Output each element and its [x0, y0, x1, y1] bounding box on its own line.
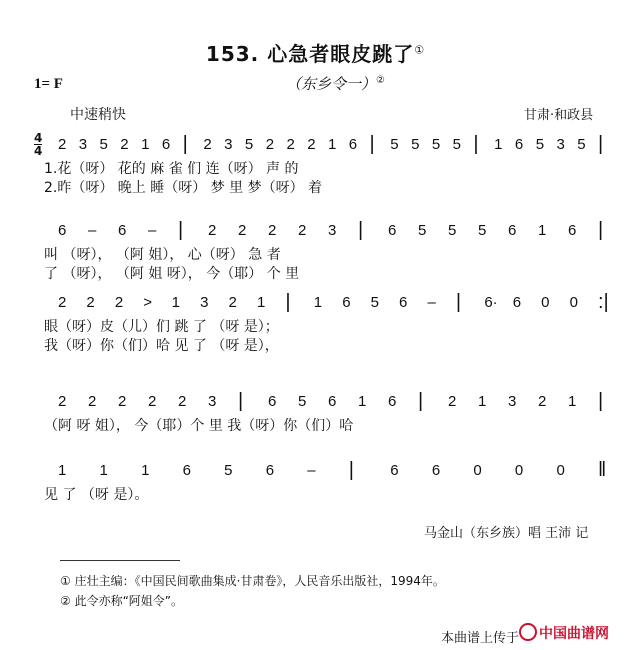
note: 5	[452, 136, 461, 153]
barline: |	[598, 219, 604, 241]
note: 3	[208, 393, 217, 410]
note: 6	[328, 393, 337, 410]
note: 6	[118, 222, 127, 239]
note: 0	[473, 462, 482, 479]
footnote-1: ① 庄壮主编：《中国民间歌曲集成·甘肃卷》，人民音乐出版社，1994年。	[60, 574, 445, 588]
lyric-line: 眼（呀）皮（儿）们 跳 了 （呀 是）；	[44, 319, 279, 335]
lyric-line: 2.昨（呀） 晚上 睡（呀） 梦 里 梦（呀） 着	[44, 180, 323, 196]
note: 0	[569, 294, 578, 311]
note: 2	[58, 136, 67, 153]
note: 1	[478, 393, 487, 410]
note: 6	[265, 462, 275, 479]
lyric-line: 我（呀）你（们）哈 见 了 （呀 是），	[44, 338, 279, 354]
note: 0	[514, 462, 524, 479]
barline: |	[358, 219, 364, 241]
note: 1	[538, 222, 547, 239]
footer-text: 本曲谱上传于	[441, 631, 520, 646]
lyric-line: 见 了 （呀 是）。	[44, 487, 149, 503]
barline: |	[182, 133, 188, 155]
note: –	[148, 222, 157, 239]
note: 6	[388, 222, 397, 239]
note: 1	[99, 462, 108, 479]
note: 2	[114, 294, 124, 311]
time-signature: 4 4	[34, 131, 43, 158]
note: 6	[508, 222, 517, 239]
note: 1	[58, 462, 67, 479]
note: 2	[58, 294, 67, 311]
note: 5	[577, 136, 586, 153]
note: 5	[411, 136, 420, 153]
note: 1	[171, 294, 181, 311]
barline: |	[598, 390, 604, 412]
note: –	[307, 462, 316, 479]
note: 6	[568, 222, 577, 239]
note: 6	[390, 462, 399, 479]
note: 5	[370, 294, 379, 311]
note: –	[427, 294, 436, 311]
note: 1	[358, 393, 367, 410]
note: 2	[148, 393, 157, 410]
note: 5	[418, 222, 427, 239]
note: 6·	[484, 294, 498, 311]
note: 2	[265, 136, 275, 153]
note: 2	[208, 222, 217, 239]
note: >	[143, 294, 153, 311]
note: 2	[448, 393, 457, 410]
note: 6	[268, 393, 277, 410]
note: 2	[58, 393, 67, 410]
note: 6	[182, 462, 191, 479]
note: 3	[78, 136, 88, 153]
barline: |	[473, 133, 479, 155]
key-signature: 1= F	[34, 76, 63, 92]
lyric-line: 叫 （呀）， （阿 姐）， 心（呀） 急 者	[44, 247, 281, 263]
barline: |	[285, 291, 291, 313]
note: 5	[535, 136, 545, 153]
note: 2	[307, 136, 316, 153]
footnote-divider	[60, 560, 180, 561]
note: 5	[431, 136, 441, 153]
note: 1	[256, 294, 266, 311]
note: 0	[541, 294, 550, 311]
note: 3	[200, 294, 209, 311]
note: 3	[508, 393, 517, 410]
note: 6	[161, 136, 171, 153]
note: 2	[298, 222, 307, 239]
note: 2	[228, 294, 237, 311]
note: 1	[568, 393, 577, 410]
footnote-2: ② 此令亦称“阿姐令”。	[60, 594, 184, 608]
note: 1	[494, 136, 503, 153]
logo-icon	[519, 623, 537, 641]
note: –	[88, 222, 97, 239]
note: 2	[538, 393, 547, 410]
barline: :|	[598, 291, 609, 313]
note: 2	[118, 393, 127, 410]
note: 5	[298, 393, 307, 410]
note: 5	[448, 222, 457, 239]
barline: |	[418, 390, 424, 412]
note: 2	[88, 393, 97, 410]
note: 2	[203, 136, 212, 153]
note: 6	[512, 294, 522, 311]
subtitle: （东乡令一）②	[286, 75, 385, 93]
note: 6	[431, 462, 441, 479]
site-logo[interactable]: 中国曲谱网	[519, 623, 609, 643]
barline: |	[178, 219, 184, 241]
note: 5	[244, 136, 254, 153]
note: 5	[478, 222, 487, 239]
lyric-line: 了 （呀）， （阿 姐 呀）， 今（耶） 个 里	[44, 266, 300, 282]
note: 2	[120, 136, 129, 153]
barline: |	[369, 133, 375, 155]
note: 5	[99, 136, 108, 153]
region-label: 甘肃·和政县	[524, 108, 594, 123]
note: 1	[141, 136, 150, 153]
note: 6	[342, 294, 351, 311]
lyric-line: （阿 呀 姐）， 今（耶）个 里 我（呀）你（们）哈	[44, 418, 354, 434]
barline: |	[238, 390, 244, 412]
barline: |	[348, 459, 354, 481]
note: 1	[313, 294, 323, 311]
note: 2	[178, 393, 187, 410]
note: 2	[286, 136, 295, 153]
note: 6	[399, 294, 408, 311]
note: 3	[556, 136, 565, 153]
barline: |	[598, 133, 604, 155]
barline: |	[455, 291, 462, 313]
credit-line: 马金山（东乡族）唱 王沛 记	[424, 526, 589, 541]
note: 1	[328, 136, 337, 153]
page-title: 153. 心急者眼皮跳了①	[205, 42, 426, 66]
note: 3	[224, 136, 233, 153]
barline: ‖	[598, 459, 607, 481]
note: 2	[86, 294, 95, 311]
note: 6	[514, 136, 524, 153]
tempo-marking: 中速稍快	[70, 107, 126, 123]
note: 1	[141, 462, 150, 479]
note: 5	[224, 462, 233, 479]
note: 6	[388, 393, 397, 410]
note: 5	[390, 136, 399, 153]
lyric-line: 1.花（呀） 花的 麻 雀 们 连（呀） 声 的	[44, 161, 299, 177]
note: 2	[238, 222, 247, 239]
note: 0	[556, 462, 565, 479]
note: 6	[58, 222, 67, 239]
note: 6	[348, 136, 358, 153]
note: 2	[268, 222, 277, 239]
note: 3	[328, 222, 337, 239]
